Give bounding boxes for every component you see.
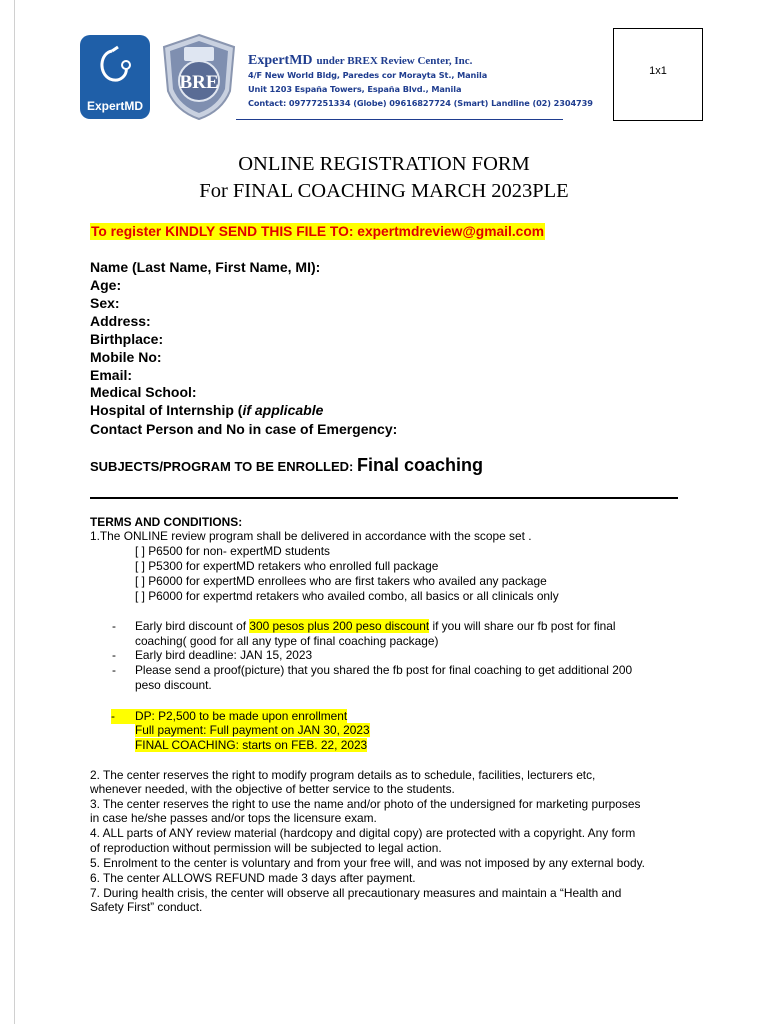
terms-item-7-line-1: 7. During health crisis, the center will observe all precautionary measures and maintain a “Health and	[90, 886, 622, 900]
terms-item-3-line-2: in case he/she passes and/or tops the licensure exam.	[90, 811, 377, 825]
contact-line: Contact: 09777251334 (Globe) 09616827724 (Smart) Landline (02) 2304739	[248, 98, 593, 108]
terms-item-6: 6. The center ALLOWS REFUND made 3 days after payment.	[90, 871, 416, 885]
bullet-dash: -	[112, 619, 116, 633]
terms-heading: TERMS AND CONDITIONS:	[90, 515, 243, 529]
field-email[interactable]: Email:	[90, 367, 133, 383]
field-medical-school[interactable]: Medical School:	[90, 384, 197, 400]
field-hospital-note: if applicable	[242, 402, 324, 418]
proof-line-2: peso discount.	[135, 678, 212, 692]
price-option[interactable]: [ ] P5300 for expertMD retakers who enrolled full package	[135, 559, 439, 573]
brex-logo	[160, 33, 238, 121]
payment-full-text: Full payment: Full payment on JAN 30, 2023	[135, 723, 370, 737]
field-address[interactable]: Address:	[90, 313, 151, 329]
field-age[interactable]: Age:	[90, 277, 122, 293]
subjects-label: SUBJECTS/PROGRAM TO BE ENROLLED:	[90, 459, 354, 474]
terms-item-1: 1.The ONLINE review program shall be delivered in accordance with the scope set .	[90, 529, 532, 543]
early-bird-highlight: 300 pesos plus 200 peso discount	[249, 619, 430, 633]
terms-item-4-line-1: 4. ALL parts of ANY review material (hardcopy and digital copy) are protected with a copyright. Any form	[90, 826, 636, 840]
section-divider	[90, 497, 678, 499]
org-name-line	[248, 51, 472, 69]
terms-item-3-line-1: 3. The center reserves the right to use the name and/or photo of the undersigned for marketing purposes	[90, 797, 641, 811]
terms-item-2-line-1: 2. The center reserves the right to modify program details as to schedule, facilities, lecturers etc,	[90, 768, 596, 782]
send-instruction: To register KINDLY SEND THIS FILE TO: expertmdreview@gmail.com	[91, 224, 545, 239]
address-line-1: 4/F New World Bldg, Paredes cor Morayta St., Manila	[248, 70, 488, 80]
terms-item-2-line-2: whenever needed, with the objective of better service to the students.	[90, 782, 455, 796]
address-line-2: Unit 1203 España Towers, España Blvd., Manila	[248, 84, 462, 94]
payment-dp-text: DP: P2,500 to be made upon enrollment	[135, 709, 348, 723]
terms-item-7-line-2: Safety First” conduct.	[90, 900, 203, 914]
price-option[interactable]: [ ] P6000 for expertMD enrollees who are first takers who availed any package	[135, 574, 547, 588]
expertmd-logo	[80, 35, 150, 119]
org-suffix: under BREX Review Center, Inc.	[316, 55, 473, 67]
early-bird-line-1	[135, 619, 677, 634]
subjects-line	[90, 455, 483, 476]
payment-full	[135, 723, 370, 738]
field-hospital-label: Hospital of Internship (	[90, 402, 243, 418]
terms-item-5: 5. Enrolment to the center is voluntary and from your free will, and was not imposed by any external body.	[90, 856, 645, 870]
expertmd-logo-text: ExpertMD	[86, 99, 143, 113]
proof-line-1: Please send a proof(picture) that you shared the fb post for final coaching to get additional 200	[135, 663, 633, 677]
payment-start	[135, 738, 367, 753]
photo-box[interactable]	[613, 28, 703, 121]
price-option[interactable]: [ ] P6000 for expertmd retakers who availed combo, all basics or all clinicals only	[135, 589, 559, 603]
bullet-dash: -	[112, 648, 116, 662]
early-bird-deadline: Early bird deadline: JAN 15, 2023	[135, 648, 313, 662]
bullet-dash: -	[112, 663, 116, 677]
field-name[interactable]: Name (Last Name, First Name, MI):	[90, 259, 321, 275]
photo-box-label: 1x1	[649, 65, 667, 77]
field-hospital[interactable]	[90, 402, 323, 419]
org-name: ExpertMD	[248, 53, 313, 68]
field-mobile[interactable]: Mobile No:	[90, 349, 162, 365]
stethoscope-icon	[92, 43, 138, 93]
subjects-value: Final coaching	[357, 455, 484, 475]
form-title: ONLINE REGISTRATION FORM	[238, 153, 530, 175]
header-rule	[236, 119, 563, 120]
payment-dash: -	[111, 709, 135, 724]
early-bird-line-2: coaching( good for all any type of final coaching package)	[135, 634, 439, 648]
form-subtitle: For FINAL COACHING MARCH 2023PLE	[199, 180, 569, 202]
early-bird-post: if you will share our fb post for final	[429, 619, 616, 633]
brex-logo-text: BRE	[179, 72, 219, 93]
early-bird-pre: Early bird discount of	[135, 619, 250, 633]
payment-dp	[135, 709, 347, 724]
terms-item-4-line-2: of reproduction without permission will be subjected to legal action.	[90, 841, 442, 855]
field-emergency[interactable]: Contact Person and No in case of Emergency:	[90, 421, 398, 437]
payment-start-text: FINAL COACHING: starts on FEB. 22, 2023	[135, 738, 368, 752]
field-sex[interactable]: Sex:	[90, 295, 120, 311]
price-option[interactable]: [ ] P6500 for non- expertMD students	[135, 544, 330, 558]
field-birthplace[interactable]: Birthplace:	[90, 331, 164, 347]
